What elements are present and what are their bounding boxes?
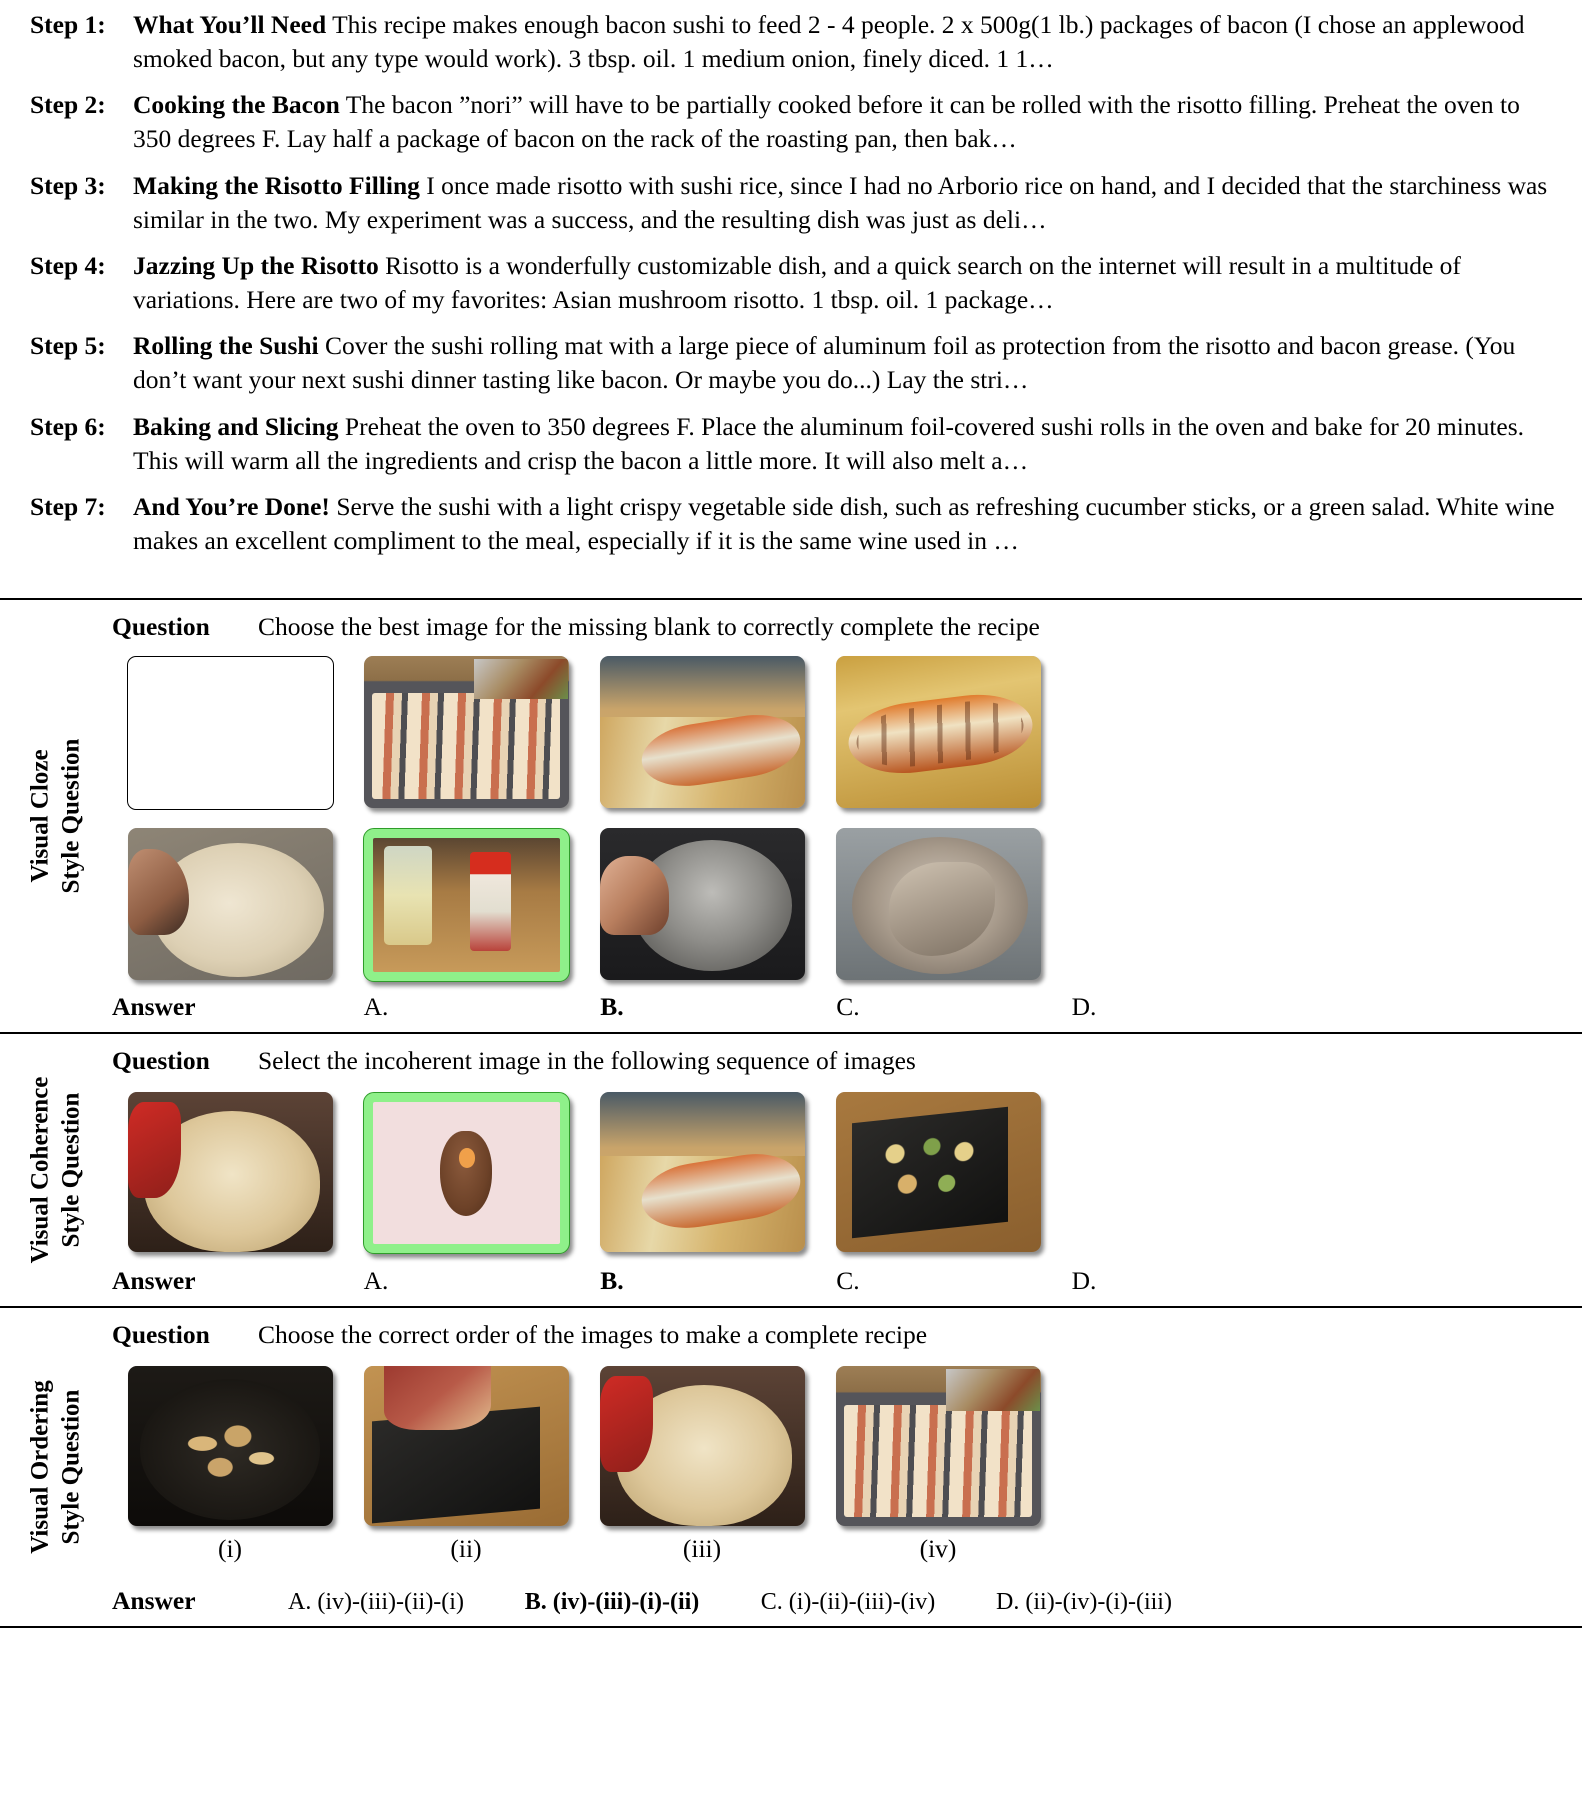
step-row (30, 88, 1564, 156)
step-title: Rolling the Sushi (133, 331, 319, 361)
step-text: I once made risotto with sushi rice, since I had no Arborio rice on hand, and I decided that the starchiness was similar in the two. My experiment was a success, and the resulting dish was just as deli… (133, 170, 1548, 234)
section-divider (0, 1626, 1582, 1628)
section-visual-coherence (0, 1034, 1582, 1306)
section-vertical-label (26, 1077, 87, 1264)
answer-option-b[interactable]: B. (iv)-(iii)-(i)-(ii) (524, 1589, 700, 1616)
photo-art (836, 656, 1041, 808)
blank-slot-placeholder[interactable] (127, 656, 334, 810)
photo-art (373, 838, 560, 972)
step-body (133, 329, 1564, 397)
step-text: This recipe makes enough bacon sushi to feed 2 - 4 people. 2 x 500g(1 lb.) packages of bacon (I chose an applewood smoked bacon, but any type would work). 3 tbsp. oil. 1 medium onion, finely diced. 1 1… (133, 10, 1525, 74)
question-key: Question (112, 1320, 210, 1350)
step-body (133, 249, 1564, 317)
step-label: Step 2: (30, 90, 106, 120)
step-body (133, 169, 1564, 237)
answer-option-c[interactable]: C. (836, 1266, 860, 1296)
question-text: Choose the best image for the missing blank to correctly complete the recipe (258, 612, 1040, 642)
sequence-image-iv-bacon-on-tray[interactable] (836, 1366, 1041, 1526)
answer-option-c[interactable]: C. (i)-(ii)-(iii)-(iv) (760, 1589, 936, 1616)
photo-art (364, 1366, 569, 1526)
question-row (112, 612, 1582, 642)
option-image-cell (820, 1092, 1056, 1254)
option-image-cell (348, 1092, 584, 1254)
photo-art (128, 1092, 333, 1252)
bacon-on-tray-image (364, 656, 569, 808)
sequence-image-cell (112, 1366, 348, 1526)
answer-option-d[interactable]: D. (1071, 992, 1097, 1022)
option-d-image-mixing-bowl[interactable] (836, 828, 1041, 980)
step-row (30, 329, 1564, 397)
sequence-image-iii-risotto-in-pot[interactable] (600, 1366, 805, 1526)
option-image-cell (584, 828, 820, 982)
photo-art (836, 1092, 1041, 1252)
section-vertical-label (26, 1380, 87, 1553)
option-image-cell (112, 828, 348, 982)
question-row (112, 1046, 1582, 1076)
answer-row (112, 992, 1582, 1022)
step-row (30, 410, 1564, 478)
roman-label-iv: (iv) (919, 1534, 957, 1564)
step-label: Step 4: (30, 250, 106, 280)
context-image-cell (112, 656, 348, 810)
option-image-cell (348, 828, 584, 982)
vertical-label-line2: Style Question (57, 1389, 84, 1545)
step-row (30, 490, 1564, 558)
step-text: Cover the sushi rolling mat with a large piece of aluminum foil as protection from the risotto and bacon grease. (You don’t want your next sushi dinner tasting like bacon. Or maybe you do...) Lay the stri… (133, 331, 1516, 395)
answer-option-d[interactable]: D. (1071, 1266, 1097, 1296)
step-label: Step 1: (30, 10, 106, 39)
question-text: Select the incoherent image in the following sequence of images (258, 1046, 916, 1076)
vertical-label-cell (0, 600, 112, 1032)
step-text: Serve the sushi with a light crispy vegetable side dish, such as refreshing cucumber sticks, or a green salad. White wine makes an excellent compliment to the meal, especially if it is the same wine used in … (133, 491, 1555, 556)
photo-art (600, 828, 805, 980)
sequence-image-i-mushrooms-in-pan[interactable] (128, 1366, 333, 1526)
option-c-image-onions-in-pan[interactable] (600, 828, 805, 980)
answer-key: Answer (112, 1586, 196, 1616)
photo-art (836, 828, 1041, 980)
baked-roll-gold-foil-image (836, 656, 1041, 808)
step-body (133, 490, 1564, 558)
photo-art (600, 1092, 805, 1252)
step-row (30, 169, 1564, 237)
context-image-row (112, 656, 1582, 810)
option-image-cell (820, 828, 1056, 982)
vertical-label-line2: Style Question (57, 1092, 84, 1248)
question-row (112, 1320, 1582, 1350)
sequence-image-row (112, 1366, 1582, 1526)
context-image-cell (820, 656, 1056, 810)
answer-option-c[interactable]: C. (836, 992, 860, 1022)
answer-option-b[interactable]: B. (600, 1266, 624, 1296)
step-title: Baking and Slicing (133, 411, 339, 441)
step-label: Step 3: (30, 170, 106, 200)
step-label: Step 7: (30, 491, 106, 521)
step-title: Making the Risotto Filling (133, 170, 420, 200)
photo-art (128, 1366, 333, 1526)
option-b-image-ingredients-selected[interactable] (363, 828, 570, 982)
section-visual-cloze (0, 600, 1582, 1032)
answer-option-d[interactable]: D. (ii)-(iv)-(i)-(iii) (996, 1589, 1172, 1616)
section-vertical-label (26, 739, 87, 894)
option-image-cell (584, 1092, 820, 1254)
question-key: Question (112, 612, 210, 642)
step-title: Cooking the Bacon (133, 90, 340, 120)
option-image-row (112, 1092, 1582, 1254)
answer-option-b[interactable]: B. (600, 992, 624, 1022)
answer-row (112, 1266, 1582, 1296)
photo-art (373, 1102, 560, 1244)
question-text: Choose the correct order of the images to make a complete recipe (258, 1320, 928, 1350)
roman-label-i: (i) (217, 1534, 243, 1564)
vertical-label-cell (0, 1034, 112, 1306)
vertical-label-cell (0, 1308, 112, 1626)
step-body (133, 8, 1564, 76)
option-image-cell (112, 1092, 348, 1254)
recipe-steps (0, 0, 1582, 558)
sushi-roll-on-foil-image (600, 656, 805, 808)
step-text: Preheat the oven to 350 degrees F. Place the aluminum foil-covered sushi rolls in the oven and bake for 20 minutes. This will warm all the ingredients and crisp the bacon a little more. It will also melt a… (133, 411, 1525, 475)
option-a-image-rice-bowl[interactable] (128, 828, 333, 980)
option-b-image-chocolate-candy-selected[interactable] (363, 1092, 570, 1254)
answer-key: Answer (112, 1266, 196, 1296)
sequence-image-ii-plated-sushi-hands[interactable] (364, 1366, 569, 1526)
photo-art (836, 1366, 1041, 1526)
step-text: Risotto is a wonderfully customizable dish, and a quick search on the internet will result in a multitude of variations. Here are two of my favorites: Asian mushroom risotto. 1 tbsp. oil. 1 package… (133, 250, 1461, 315)
vertical-label-line2: Style Question (57, 738, 84, 894)
answer-row (112, 1586, 1582, 1616)
photo-art (600, 1366, 805, 1526)
sequence-image-cell (348, 1366, 584, 1526)
photo-art (600, 656, 805, 808)
step-title: And You’re Done! (133, 491, 330, 521)
step-title: What You’ll Need (133, 10, 327, 39)
step-label: Step 5: (30, 331, 106, 361)
section-visual-ordering (0, 1308, 1582, 1626)
option-image-row (112, 828, 1582, 982)
answer-option-a[interactable]: A. (363, 992, 389, 1022)
step-row (30, 249, 1564, 317)
vertical-label-line1: Visual Coherence (26, 1076, 54, 1264)
question-key: Question (112, 1046, 210, 1076)
step-text: The bacon ”nori” will have to be partially cooked before it can be rolled with the risotto filling. Preheat the oven to 350 degrees F. Lay half a package of bacon on the rack of the roasting pan, then bak… (133, 90, 1520, 154)
sequence-image-cell (584, 1366, 820, 1526)
roman-label-ii: (ii) (450, 1534, 482, 1564)
sequence-image-cell (820, 1366, 1056, 1526)
step-title: Jazzing Up the Risotto (133, 250, 379, 280)
step-row (30, 8, 1564, 76)
step-body (133, 410, 1564, 478)
roman-label-row (112, 1534, 1582, 1564)
option-c-image-sushi-roll-on-foil[interactable] (600, 1092, 805, 1252)
context-image-cell (584, 656, 820, 810)
roman-label-iii: (iii) (682, 1534, 722, 1564)
vertical-label-line1: Visual Cloze (26, 749, 54, 883)
vertical-label-line1: Visual Ordering (26, 1380, 54, 1554)
context-image-cell (348, 656, 584, 810)
step-label: Step 6: (30, 411, 106, 441)
photo-art (128, 828, 333, 980)
answer-option-a[interactable]: A. (363, 1266, 389, 1296)
answer-option-a[interactable]: A. (iv)-(iii)-(ii)-(i) (288, 1589, 464, 1616)
step-body (133, 88, 1564, 156)
option-d-image-plated-sushi[interactable] (836, 1092, 1041, 1252)
option-a-image-risotto-in-pot[interactable] (128, 1092, 333, 1252)
photo-art (364, 656, 569, 808)
answer-key: Answer (112, 992, 196, 1022)
